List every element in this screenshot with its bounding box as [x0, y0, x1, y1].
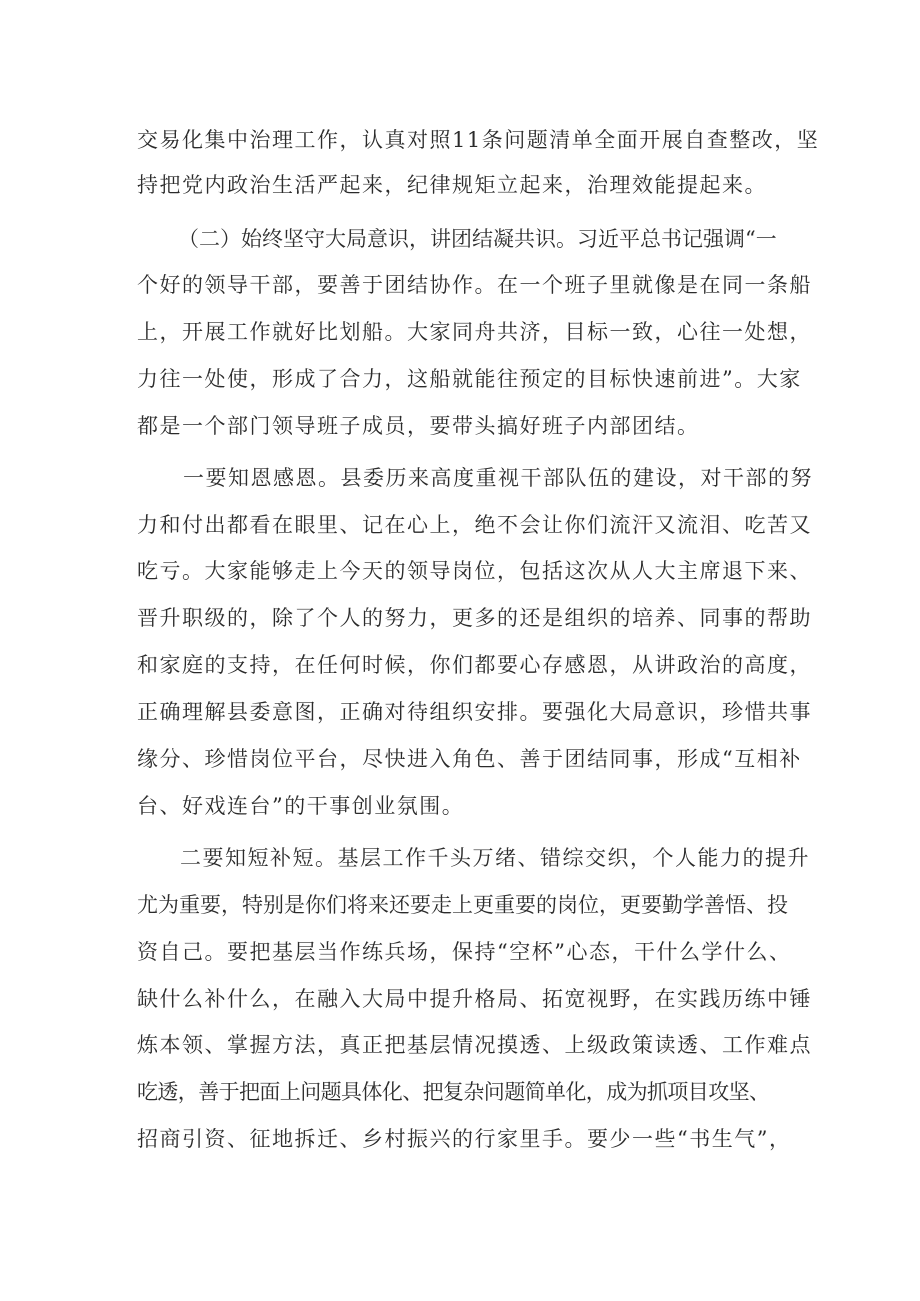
text-line-12: 和家庭的支持，在任何时候，你们都要心存感恩，从讲政治的高度， — [137, 653, 812, 677]
text-line-16: 二要知短补短。基层工作千头万绪、错综交织，个人能力的提升 — [180, 846, 810, 870]
text-line-15: 台、好戏连台”的干事创业氛围。 — [137, 794, 465, 818]
text-line-1: 交易化集中治理工作，认真对照11条问题清单全面开展自查整改，坚 — [137, 128, 820, 152]
text-line-6: 力往一处使，形成了合力，这船就能往预定的目标快速前进”。大家 — [137, 367, 802, 391]
text-line-17: 尤为重要，特别是你们将来还要走上更重要的岗位，更要勤学善悟、投 — [137, 893, 788, 917]
text-line-8: 一要知恩感恩。县委历来高度重视干部队伍的建设，对干部的努 — [183, 466, 813, 490]
text-line-2: 持把党内政治生活严起来，纪律规矩立起来，治理效能提起来。 — [137, 173, 767, 197]
text-line-5: 上，开展工作就好比划船。大家同舟共济，目标一致，心往一处想， — [137, 320, 812, 344]
text-line-14: 缘分、珍惜岗位平台，尽快进入角色、善于团结同事，形成“互相补 — [137, 747, 802, 771]
text-line-11: 晋升职级的，除了个人的努力，更多的还是组织的培养、同事的帮助 — [137, 606, 812, 630]
text-line-19: 缺什么补什么，在融入大局中提升格局、拓宽视野，在实践历练中锤 — [137, 987, 812, 1011]
text-line-20: 炼本领、掌握方法，真正把基层情况摸透、上级政策读透、工作难点 — [137, 1033, 812, 1057]
text-line-13: 正确理解县委意图，正确对待组织安排。要强化大局意识，珍惜共事 — [137, 700, 812, 724]
text-line-10: 吃亏。大家能够走上今天的领导岗位，包括这次从人大主席退下来、 — [137, 559, 812, 583]
text-line-4: 个好的领导干部，要善于团结协作。在一个班子里就像是在同一条船 — [137, 273, 812, 297]
text-line-22: 招商引资、征地拆迁、乡村振兴的行家里手。要少一些“书生气”， — [137, 1127, 792, 1151]
text-line-3: （二）始终坚守大局意识，讲团结凝共识。习近平总书记强调“一 — [178, 227, 777, 251]
text-line-21: 吃透，善于把面上问题具体化、把复杂问题简单化，成为抓项目攻坚、 — [137, 1080, 770, 1104]
text-line-18: 资自己。要把基层当作练兵场，保持“空杯”心态，干什么学什么、 — [137, 940, 792, 964]
text-line-7: 都是一个部门领导班子成员，要带头搞好班子内部团结。 — [137, 414, 700, 438]
text-line-9: 力和付出都看在眼里、记在心上，绝不会让你们流汗又流泪、吃苦又 — [137, 513, 812, 537]
